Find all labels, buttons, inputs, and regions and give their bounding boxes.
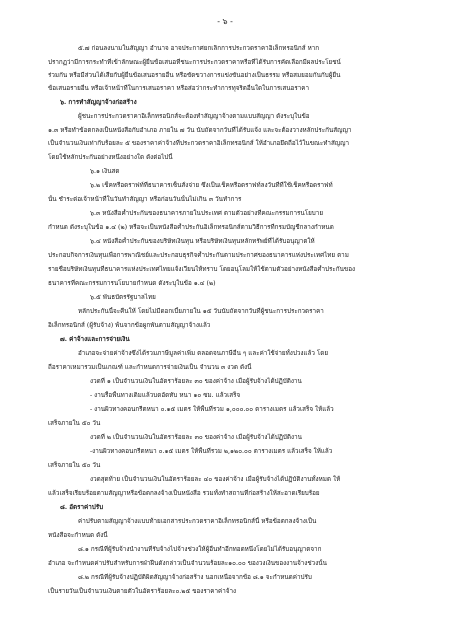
text-line: เสร็จภายใน ๕๐ วัน: [48, 462, 101, 469]
section-heading: ๖. การทำสัญญาจ้างก่อสร้าง: [60, 99, 137, 106]
section-heading: ๘. อัตราค่าปรับ: [60, 504, 104, 511]
text-line: ถือราคาเหมารวมเป็นเกณฑ์ และกำหนดการจ่ายเงินเป็น จำนวน ๓ งวด ดังนี้: [48, 364, 252, 371]
text-line: หนังสือจะกำหนด ดังนี้: [48, 532, 108, 539]
text-line: ๘.๑ กรณีที่ผู้รับจ้างนำงานที่รับจ้างไปจ้างช่วงให้ผู้อื่นทำอีกทอดหนึ่งโดยไม่ได้รับอนุญาตจาก: [78, 546, 322, 553]
text-line: อำเภอจะจ่ายค่าจ้างซึ่งได้รวมภาษีมูลค่าเพิ่ม ตลอดจนภาษีอื่น ๆ และค่าใช้จ่ายทั้งปวงแล้ว โดย: [78, 350, 329, 357]
text-line: ผู้ชนะการประกวดราคาอิเล็กทรอนิกส์จะต้องทำสัญญาจ้างตามแบบสัญญา ดังระบุในข้อ: [78, 113, 310, 120]
text-line: ๑.๓ หรือทำข้อตกลงเป็นหนังสือกับอำเภอ ภายใน ๗ วัน นับถัดจากวันที่ได้รับแจ้ง และจะต้องวางหลักประกันสัญญา: [48, 127, 352, 134]
text-line: ประกอบกิจการเงินทุนเพื่อการพาณิชย์และประกอบธุรกิจค้ำประกันตามประกาศของธนาคารแห่งประเทศไทย ตาม: [48, 252, 349, 259]
text-line: ๘.๒ กรณีที่ผู้รับจ้างปฏิบัติผิดสัญญาจ้างก่อสร้าง นอกเหนือจากข้อ ๘.๑ จะกำหนดค่าปรับ: [78, 574, 312, 581]
text-line: - งานผิวทางคอนกรีตหนา ๐.๑๕ เมตร ให้พื้นที่รวม ๑,๐๐๐.๐๐ ตารางเมตร แล้วเสร็จ ให้แล้ว: [90, 406, 334, 413]
text-line: ๖.๑ เงินสด: [90, 168, 120, 175]
text-line: เป็นจำนวนเงินเท่ากับร้อยละ ๕ ของราคาค่าจ้างที่ประกวดราคาอิเล็กทรอนิกส์ ให้อำเภอยึดถือไว้ในขณะทำสัญญา: [48, 140, 350, 147]
text-line: ๖.๕ พันธบัตรรัฐบาลไทย: [90, 294, 156, 301]
text-line: นั้น ชำระต่อเจ้าหน้าที่ในวันทำสัญญา หรือก่อนวันนั้นไม่เกิน ๓ วันทำการ: [48, 196, 242, 203]
text-line: อำเภอ จะกำหนดค่าปรับสำหรับการฝ่าฝืนดังกล่าวเป็นจำนวนร้อยละ๑๐.๐๐ ของวงเงินของงานจ้างช่วงนั้น: [48, 560, 327, 567]
text-line: ปรากฏว่ามีการกระทำที่เข้าลักษณะผู้ยื่นข้อเสนอที่ชนะการประกวดราคาหรือที่ได้รับการคัดเลือกมีผลประโยชน์: [48, 59, 341, 66]
text-line: อิเล็กทรอนิกส์ (ผู้รับจ้าง) พ้นจากข้อผูกพันตามสัญญาจ้างแล้ว: [48, 322, 211, 329]
text-line: หลักประกันนี้จะคืนให้ โดยไม่มีดอกเบี้ยภายใน ๑๕ วันนับถัดจากวันที่ผู้ชนะการประกวดราคา: [78, 308, 324, 315]
text-line: ๕.๗ ก่อนลงนามในสัญญา อำนาจ อาจประกาศยกเลิกการประกวดราคาอิเล็กทรอนิกส์ หาก: [78, 45, 320, 52]
text-line: ค่าปรับตามสัญญาจ้างแบบท้ายเอกสารประกวดราคาอิเล็กทรอนิกส์นี้ หรือข้อตกลงจ้างเป็น: [78, 518, 317, 525]
text-line: -งานผิวทางคอนกรีตหนา ๐.๑๕ เมตร ให้พื้นที่รวม ๒,๑๒๐.๐๐ ตารางเมตร แล้วเสร็จ ให้แล้ว: [90, 448, 333, 455]
text-line: รายชื่อบริษัทเงินทุนที่ธนาคารแห่งประเทศไทยแจ้งเวียนให้ทราบ โดยอนุโลมให้ใช้ตามตัวอย่างหนังสือค้ำประกันของ: [48, 266, 356, 273]
text-line: งวดที่ ๑ เป็นจำนวนเงินในอัตราร้อยละ ๓๐ ของค่าจ้าง เมื่อผู้รับจ้างได้ปฏิบัติงาน: [90, 378, 302, 385]
text-line: ๖.๓ หนังสือค้ำประกันของธนาคารภายในประเทศ ตามตัวอย่างที่คณะกรรมการนโยบาย: [90, 210, 324, 217]
text-line: ร่วมกัน หรือมีส่วนได้เสียกับผู้ยื่นข้อเสนอรายอื่น หรือขัดขวางการแข่งขันอย่างเป็นธรรม หรือสมยอมกันกับผู้ยื่น: [48, 72, 341, 79]
text-line: เสร็จภายใน ๕๐ วัน: [48, 420, 101, 427]
section-heading: ๗. ค่าจ้างและการจ่ายเงิน: [60, 336, 130, 343]
text-line: ๖.๒ เช็คหรือดราฟท์ที่ธนาคารเซ็นสั่งจ่าย ซึ่งเป็นเช็คหรือดราฟท์ลงวันที่ที่ใช้เช็คหรือดราฟท์: [90, 182, 333, 189]
text-line: ธนาคารที่คณะกรรมการนโยบายกำหนด ดังระบุในข้อ ๑.๔ (๒): [48, 280, 216, 287]
text-line: งวดที่ ๒ เป็นจำนวนเงินในอัตราร้อยละ ๓๐ ของค่าจ้าง เมื่อผู้รับจ้างได้ปฏิบัติงาน: [90, 434, 302, 441]
text-line: เป็นรายวันเป็นจำนวนเงินตายตัวในอัตราร้อยละ๐.๒๕ ของราคาค่าจ้าง: [48, 588, 237, 595]
page-number: - ๖ -: [217, 17, 233, 26]
text-line: ๖.๔ หนังสือค้ำประกันของบริษัทเงินทุน หรือบริษัทเงินทุนหลักทรัพย์ที่ได้รับอนุญาตให้: [90, 238, 315, 245]
text-line: - งานรื้อพื้นทางเดิมแล้วบดอัดทับ หนา ๑๐ ซม. แล้วเสร็จ: [90, 392, 241, 399]
text-line: งวดสุดท้าย เป็นจำนวนเงินในอัตราร้อยละ ๔๐ ของค่าจ้าง เมื่อผู้รับจ้างได้ปฏิบัติงานทั้งหมด ให้: [90, 476, 341, 483]
text-line: กำหนด ดังระบุในข้อ ๑.๔ (๒) หรือจะเป็นหนังสือค้ำประกันอิเล็กทรอนิกส์ตามวิธีการที่กรมบัญชีกลางกำหนด: [48, 224, 334, 231]
text-line: ข้อเสนอรายอื่น หรือเจ้าหน้าที่ในการเสนอราคา หรือส่อว่ากระทำการทุจริตอื่นใดในการเสนอราคา: [48, 85, 309, 92]
text-line: โดยใช้หลักประกันอย่างหนึ่งอย่างใด ดังต่อไปนี้: [48, 154, 173, 161]
text-line: แล้วเสร็จเรียบร้อยตามสัญญาหรือข้อตกลงจ้างเป็นหนังสือ รวมทั้งทำสถานที่ก่อสร้างให้สะอาดเรียบร้อย: [48, 490, 320, 497]
